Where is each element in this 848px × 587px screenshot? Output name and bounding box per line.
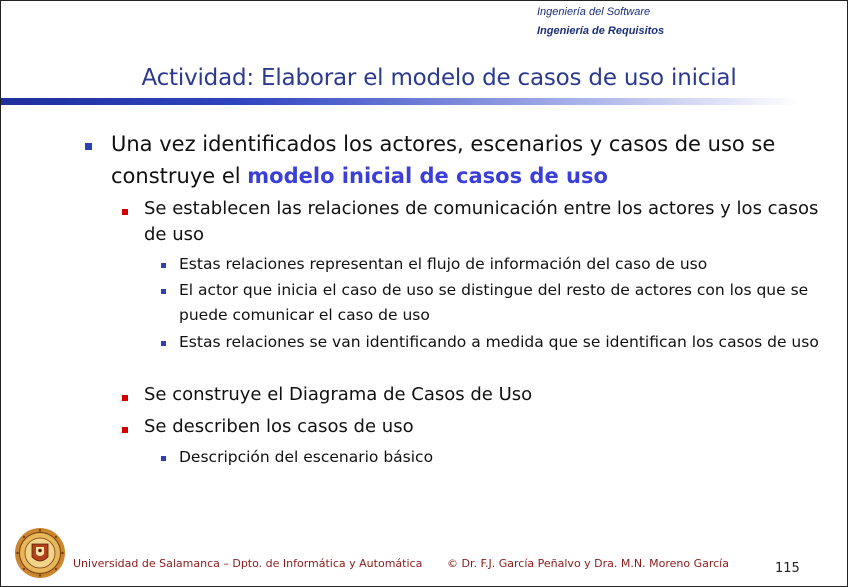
title-underline xyxy=(1,98,801,105)
bullet-level2: Se construye el Diagrama de Casos de Uso xyxy=(144,384,533,405)
course-topic: Ingeniería de Requisitos xyxy=(537,25,665,37)
footer-institution: Universidad de Salamanca – Dpto. de Informática y Automática xyxy=(73,557,423,570)
page-number: 115 xyxy=(775,561,800,576)
bullet-level1 xyxy=(111,128,841,192)
bullet-square-icon xyxy=(161,341,166,346)
bullet-level3: Estas relaciones se van identificando a medida que se identifican los casos de uso xyxy=(179,333,819,351)
bullet-level2: Se describen los casos de uso xyxy=(144,416,414,437)
course-header xyxy=(537,3,664,41)
course-name: Ingeniería del Software xyxy=(537,6,651,18)
bullet-square-icon xyxy=(161,456,166,461)
bullet-level3: Descripción del escenario básico xyxy=(179,448,434,466)
bullet-square-icon xyxy=(122,209,128,215)
bullet-level3: El actor que inicia el caso de uso se distingue del resto de actores con los que se puede comunicar el caso de uso xyxy=(179,281,809,324)
bullet-text: Una vez identificados los actores, escenarios y casos de uso se construye el xyxy=(111,132,776,188)
emphasized-term: modelo inicial de casos de uso xyxy=(247,164,608,188)
slide-title: Actividad: Elaborar el modelo de casos de uso inicial xyxy=(141,65,737,91)
bullet-square-icon xyxy=(122,395,128,401)
bullet-square-icon xyxy=(122,427,128,433)
university-seal-icon xyxy=(14,527,66,579)
bullet-square-icon xyxy=(85,143,92,150)
bullet-square-icon xyxy=(161,289,166,294)
footer-authors: © Dr. F.J. García Peñalvo y Dra. M.N. Moreno García xyxy=(447,557,729,570)
bullet-level3: Estas relaciones representan el flujo de información del caso de uso xyxy=(179,255,708,273)
bullet-level2: Se establecen las relaciones de comunicación entre los actores y los casos de uso xyxy=(144,198,819,245)
bullet-square-icon xyxy=(161,263,166,268)
